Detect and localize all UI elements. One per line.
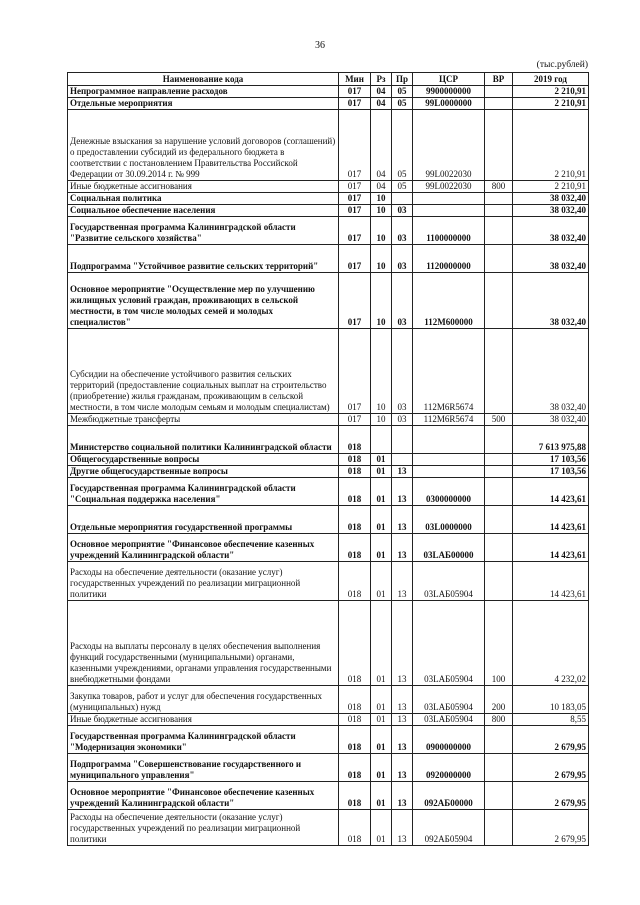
cell-vr — [485, 754, 513, 782]
cell-name: Непрограммное направление расходов — [68, 86, 339, 98]
table-row — [68, 426, 589, 454]
cell-vr — [485, 562, 513, 601]
cell-name: Социальная политика — [68, 193, 339, 205]
table-row — [68, 478, 589, 506]
cell-rz: 10 — [371, 205, 392, 217]
cell-min: 017 — [339, 329, 371, 414]
cell-csr: 03LАБ05904 — [413, 601, 485, 686]
cell-csr: 03LАБ05904 — [413, 686, 485, 714]
cell-rz: 10 — [371, 245, 392, 273]
cell-vr — [485, 98, 513, 110]
cell-rz: 10 — [371, 414, 392, 426]
cell-csr: 99L0022030 — [413, 181, 485, 193]
table-row — [68, 506, 589, 534]
cell-vr — [485, 329, 513, 414]
cell-vr — [485, 506, 513, 534]
cell-vr — [485, 810, 513, 846]
cell-csr: 9900000000 — [413, 86, 485, 98]
header-amount: 2019 год — [513, 73, 589, 86]
cell-csr: 092АБ00000 — [413, 782, 485, 810]
header-csr: ЦСР — [413, 73, 485, 86]
cell-pr — [392, 426, 413, 454]
cell-vr: 500 — [485, 414, 513, 426]
table-row — [68, 217, 589, 245]
cell-pr: 13 — [392, 478, 413, 506]
cell-amount: 38 032,40 — [513, 217, 589, 245]
cell-csr: 112M600000 — [413, 273, 485, 329]
table-row — [68, 714, 589, 726]
cell-min: 018 — [339, 726, 371, 754]
table-row — [68, 601, 589, 686]
cell-rz: 01 — [371, 478, 392, 506]
cell-min: 017 — [339, 110, 371, 181]
cell-vr — [485, 205, 513, 217]
cell-csr: 03LАБ00000 — [413, 534, 485, 562]
cell-name: Государственная программа Калининградской области "Социальная поддержка населения" — [68, 478, 339, 506]
cell-pr: 13 — [392, 506, 413, 534]
cell-csr — [413, 454, 485, 466]
header-pr: Пр — [392, 73, 413, 86]
cell-name: Отдельные мероприятия — [68, 98, 339, 110]
budget-table — [67, 72, 589, 846]
cell-amount: 14 423,61 — [513, 562, 589, 601]
cell-csr: 1120000000 — [413, 245, 485, 273]
cell-min: 018 — [339, 754, 371, 782]
cell-pr: 13 — [392, 466, 413, 478]
cell-rz: 01 — [371, 810, 392, 846]
table-row — [68, 466, 589, 478]
cell-csr: 99L0022030 — [413, 110, 485, 181]
cell-amount: 8,55 — [513, 714, 589, 726]
cell-rz: 01 — [371, 562, 392, 601]
header-rz: Рз — [371, 73, 392, 86]
cell-vr: 100 — [485, 601, 513, 686]
cell-min: 018 — [339, 454, 371, 466]
cell-rz: 01 — [371, 782, 392, 810]
cell-min: 018 — [339, 686, 371, 714]
table-row — [68, 245, 589, 273]
cell-csr — [413, 426, 485, 454]
cell-rz — [371, 426, 392, 454]
cell-amount: 38 032,40 — [513, 414, 589, 426]
cell-pr: 13 — [392, 534, 413, 562]
cell-csr: 03LАБ05904 — [413, 562, 485, 601]
cell-pr: 05 — [392, 181, 413, 193]
cell-pr: 05 — [392, 110, 413, 181]
cell-rz: 10 — [371, 193, 392, 205]
cell-vr: 200 — [485, 686, 513, 714]
cell-rz: 04 — [371, 86, 392, 98]
cell-csr: 0300000000 — [413, 478, 485, 506]
cell-csr: 112M6R5674 — [413, 329, 485, 414]
cell-csr: 1100000000 — [413, 217, 485, 245]
table-row — [68, 810, 589, 846]
cell-name: Закупка товаров, работ и услуг для обеспечения государственных (муниципальных) нужд — [68, 686, 339, 714]
cell-name: Отдельные мероприятия государственной программы — [68, 506, 339, 534]
cell-amount: 10 183,05 — [513, 686, 589, 714]
cell-csr: 112M6R5674 — [413, 414, 485, 426]
cell-amount: 14 423,61 — [513, 506, 589, 534]
cell-name: Основное мероприятие "Осуществление мер по улучшению жилищных условий граждан, проживающих в сельской местности, в том числе молодых семей и молодых специалистов" — [68, 273, 339, 329]
cell-pr: 03 — [392, 329, 413, 414]
cell-pr — [392, 193, 413, 205]
cell-csr: 03L0000000 — [413, 506, 485, 534]
cell-name: Иные бюджетные ассигнования — [68, 181, 339, 193]
cell-name: Расходы на обеспечение деятельности (оказание услуг) государственных учреждений по реализации миграционной политики — [68, 810, 339, 846]
cell-min: 017 — [339, 414, 371, 426]
cell-amount: 2 679,95 — [513, 782, 589, 810]
cell-min: 018 — [339, 601, 371, 686]
cell-vr — [485, 466, 513, 478]
table-row — [68, 205, 589, 217]
cell-amount: 2 210,91 — [513, 110, 589, 181]
cell-amount: 2 679,95 — [513, 726, 589, 754]
cell-rz: 04 — [371, 98, 392, 110]
cell-rz: 01 — [371, 714, 392, 726]
cell-pr: 03 — [392, 245, 413, 273]
cell-amount: 38 032,40 — [513, 245, 589, 273]
cell-min: 017 — [339, 193, 371, 205]
cell-csr: 03LАБ05904 — [413, 714, 485, 726]
cell-pr: 03 — [392, 217, 413, 245]
cell-name: Государственная программа Калининградской области "Развитие сельского хозяйства" — [68, 217, 339, 245]
cell-vr — [485, 193, 513, 205]
cell-min: 017 — [339, 217, 371, 245]
cell-min: 017 — [339, 181, 371, 193]
cell-vr: 800 — [485, 181, 513, 193]
cell-name: Расходы на обеспечение деятельности (оказание услуг) государственных учреждений по реализации миграционной политики — [68, 562, 339, 601]
cell-pr: 13 — [392, 754, 413, 782]
cell-name: Министерство социальной политики Калининградской области — [68, 426, 339, 454]
cell-vr — [485, 454, 513, 466]
cell-min: 018 — [339, 782, 371, 810]
cell-amount: 2 210,91 — [513, 86, 589, 98]
cell-rz: 01 — [371, 454, 392, 466]
cell-name: Социальное обеспечение населения — [68, 205, 339, 217]
cell-pr: 13 — [392, 726, 413, 754]
cell-pr: 13 — [392, 686, 413, 714]
cell-pr: 13 — [392, 562, 413, 601]
cell-name: Общегосударственные вопросы — [68, 454, 339, 466]
table-row — [68, 329, 589, 414]
cell-amount: 14 423,61 — [513, 534, 589, 562]
cell-amount: 2 679,95 — [513, 810, 589, 846]
cell-vr — [485, 86, 513, 98]
table-row — [68, 110, 589, 181]
cell-vr — [485, 782, 513, 810]
table-row — [68, 454, 589, 466]
cell-min: 017 — [339, 273, 371, 329]
table-row — [68, 562, 589, 601]
cell-pr: 03 — [392, 414, 413, 426]
cell-pr: 05 — [392, 86, 413, 98]
cell-vr — [485, 426, 513, 454]
cell-pr: 05 — [392, 98, 413, 110]
cell-amount: 38 032,40 — [513, 329, 589, 414]
cell-rz: 10 — [371, 217, 392, 245]
table-row — [68, 414, 589, 426]
cell-rz: 04 — [371, 110, 392, 181]
cell-vr — [485, 245, 513, 273]
cell-csr: 0920000000 — [413, 754, 485, 782]
cell-rz: 04 — [371, 181, 392, 193]
cell-amount: 38 032,40 — [513, 193, 589, 205]
cell-pr: 03 — [392, 205, 413, 217]
table-row — [68, 726, 589, 754]
table-row — [68, 181, 589, 193]
cell-pr: 13 — [392, 714, 413, 726]
cell-amount: 2 210,91 — [513, 181, 589, 193]
cell-amount: 17 103,56 — [513, 454, 589, 466]
table-row — [68, 86, 589, 98]
cell-amount: 38 032,40 — [513, 273, 589, 329]
cell-name: Государственная программа Калининградской области "Модернизация экономики" — [68, 726, 339, 754]
cell-name: Другие общегосударственные вопросы — [68, 466, 339, 478]
cell-name: Межбюджетные трансферты — [68, 414, 339, 426]
header-name: Наименование кода — [68, 73, 339, 86]
cell-csr — [413, 193, 485, 205]
cell-amount: 14 423,61 — [513, 478, 589, 506]
cell-vr — [485, 110, 513, 181]
cell-csr — [413, 205, 485, 217]
cell-amount: 7 613 975,88 — [513, 426, 589, 454]
cell-name: Подпрограмма "Совершенствование государственного и муниципального управления" — [68, 754, 339, 782]
cell-amount: 2 679,95 — [513, 754, 589, 782]
cell-pr: 13 — [392, 782, 413, 810]
cell-rz: 01 — [371, 726, 392, 754]
cell-name: Иные бюджетные ассигнования — [68, 714, 339, 726]
cell-amount: 2 210,91 — [513, 98, 589, 110]
cell-vr — [485, 217, 513, 245]
cell-pr: 03 — [392, 273, 413, 329]
cell-vr — [485, 478, 513, 506]
cell-csr: 99L0000000 — [413, 98, 485, 110]
cell-rz: 10 — [371, 273, 392, 329]
cell-vr: 800 — [485, 714, 513, 726]
page-number: 36 — [315, 40, 325, 51]
cell-min: 018 — [339, 478, 371, 506]
table-row — [68, 754, 589, 782]
cell-name: Подпрограмма "Устойчивое развитие сельских территорий" — [68, 245, 339, 273]
units-label: (тыс.рублей) — [536, 60, 588, 70]
cell-min: 018 — [339, 466, 371, 478]
cell-name: Расходы на выплаты персоналу в целях обеспечения выполнения функций государственными (муниципальными) органами, казенными учреждениями, органами управления государственными внебюджетными фондами — [68, 601, 339, 686]
table-row — [68, 686, 589, 714]
cell-min: 018 — [339, 426, 371, 454]
cell-min: 017 — [339, 98, 371, 110]
cell-min: 017 — [339, 86, 371, 98]
cell-rz: 01 — [371, 601, 392, 686]
table-row — [68, 534, 589, 562]
cell-name: Денежные взыскания за нарушение условий договоров (соглашений) о предоставлении субсидий из федерального бюджета в соответствии с постановлением Правительства Российской Федерации от 30.09.2014 г. № 999 — [68, 110, 339, 181]
cell-min: 018 — [339, 810, 371, 846]
header-min: Мин — [339, 73, 371, 86]
cell-min: 018 — [339, 506, 371, 534]
cell-min: 018 — [339, 562, 371, 601]
cell-csr: 092АБ05904 — [413, 810, 485, 846]
cell-amount: 4 232,02 — [513, 601, 589, 686]
cell-pr: 13 — [392, 601, 413, 686]
header-vr: ВР — [485, 73, 513, 86]
cell-rz: 01 — [371, 466, 392, 478]
cell-pr: 13 — [392, 810, 413, 846]
cell-vr — [485, 273, 513, 329]
cell-vr — [485, 726, 513, 754]
table-row — [68, 193, 589, 205]
cell-pr — [392, 454, 413, 466]
cell-rz: 01 — [371, 506, 392, 534]
cell-vr — [485, 534, 513, 562]
cell-name: Основное мероприятие "Финансовое обеспечение казенных учреждений Калининградской области" — [68, 534, 339, 562]
cell-csr — [413, 466, 485, 478]
cell-amount: 38 032,40 — [513, 205, 589, 217]
table-row — [68, 273, 589, 329]
cell-min: 017 — [339, 205, 371, 217]
cell-name: Субсидии на обеспечение устойчивого развития сельских территорий (предоставление социальных выплат на строительство (приобретение) жилья гражданам, проживающим в сельской местности, в том числе молодым семьям и молодым специалистам) — [68, 329, 339, 414]
cell-rz: 01 — [371, 534, 392, 562]
cell-rz: 01 — [371, 686, 392, 714]
cell-csr: 0900000000 — [413, 726, 485, 754]
cell-rz: 10 — [371, 329, 392, 414]
cell-min: 018 — [339, 714, 371, 726]
cell-min: 017 — [339, 245, 371, 273]
cell-rz: 01 — [371, 754, 392, 782]
cell-min: 018 — [339, 534, 371, 562]
table-row — [68, 98, 589, 110]
cell-amount: 17 103,56 — [513, 466, 589, 478]
cell-name: Основное мероприятие "Финансовое обеспечение казенных учреждений Калининградской области" — [68, 782, 339, 810]
table-row — [68, 782, 589, 810]
table-header-row — [68, 73, 589, 86]
